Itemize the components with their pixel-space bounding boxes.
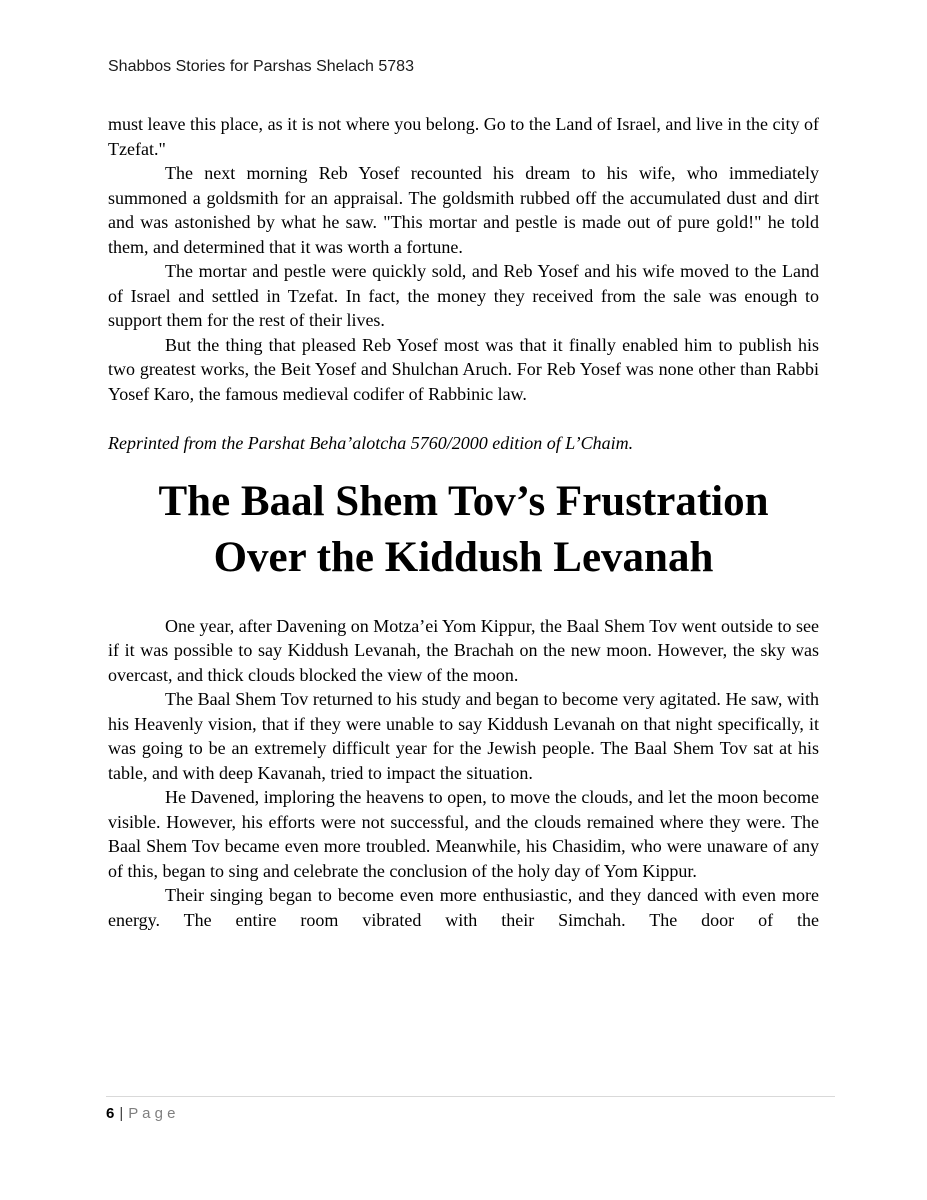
paragraph-continuation: must leave this place, as it is not where you belong. Go to the Land of Israel, and live in the city of Tzefat." [108, 114, 819, 159]
article-body [108, 112, 819, 932]
page-footer [106, 1096, 835, 1123]
paragraph: The mortar and pestle were quickly sold, and Reb Yosef and his wife moved to the Land of Israel and settled in Tzefat. In fact, the money they received from the sale was enough to support them for the rest of their lives. [108, 261, 819, 330]
paragraph: The Baal Shem Tov returned to his study and began to become very agitated. He saw, with his Heavenly vision, that if they were unable to say Kiddush Levanah on that night specifically, it was going to be an extremely difficult year for the Jewish people. The Baal Shem Tov sat at his table, and with deep Kavanah, tried to impact the situation. [108, 689, 819, 783]
article-title-line2: Over the Kiddush Levanah [213, 533, 714, 581]
footer-separator: | [119, 1105, 124, 1122]
paragraph: But the thing that pleased Reb Yosef most was that it finally enabled him to publish his two greatest works, the Beit Yosef and Shulchan Aruch. For Reb Yosef was none other than Rabbi Yosef Karo, the famous medieval codifer of Rabbinic law. [108, 334, 819, 404]
footer-page-label: P a g e [128, 1105, 176, 1122]
paragraph: The next morning Reb Yosef recounted his dream to his wife, who immediately summoned a goldsmith for an appraisal. The goldsmith rubbed off the accumulated dust and dirt and was astonished by what he saw. "This mortar and pestle is made out of pure gold!" he told them, and determined that it was worth a fortune. [108, 163, 819, 257]
attribution-line: Reprinted from the Parshat Beha’alotcha 5760/2000 edition of L’Chaim. [108, 433, 634, 453]
paragraph: One year, after Davening on Motza’ei Yom Kippur, the Baal Shem Tov went outside to see if it was possible to say Kiddush Levanah, the Brachah on the new moon. However, the sky was overcast, and thick clouds blocked the view of the moon. [108, 615, 819, 685]
page-number: 6 [106, 1105, 115, 1122]
article-section [108, 614, 819, 933]
article-title [108, 474, 819, 586]
article-title-line1: The Baal Shem Tov’s Frustration [158, 477, 769, 525]
running-header: Shabbos Stories for Parshas Shelach 5783 [108, 58, 414, 75]
page-content [108, 57, 819, 932]
paragraph: Their singing began to become even more enthusiastic, and they danced with even more energy. The entire room vibrated with their Simchah. The door of the [108, 885, 819, 930]
paragraph: He Davened, imploring the heavens to open, to move the clouds, and let the moon become visible. However, his efforts were not successful, and the clouds remained where they were. The Baal Shem Tov became even more troubled. Meanwhile, his Chasidim, who were unaware of any of this, began to sing and celebrate the conclusion of the holy day of Yom Kippur. [108, 787, 819, 881]
